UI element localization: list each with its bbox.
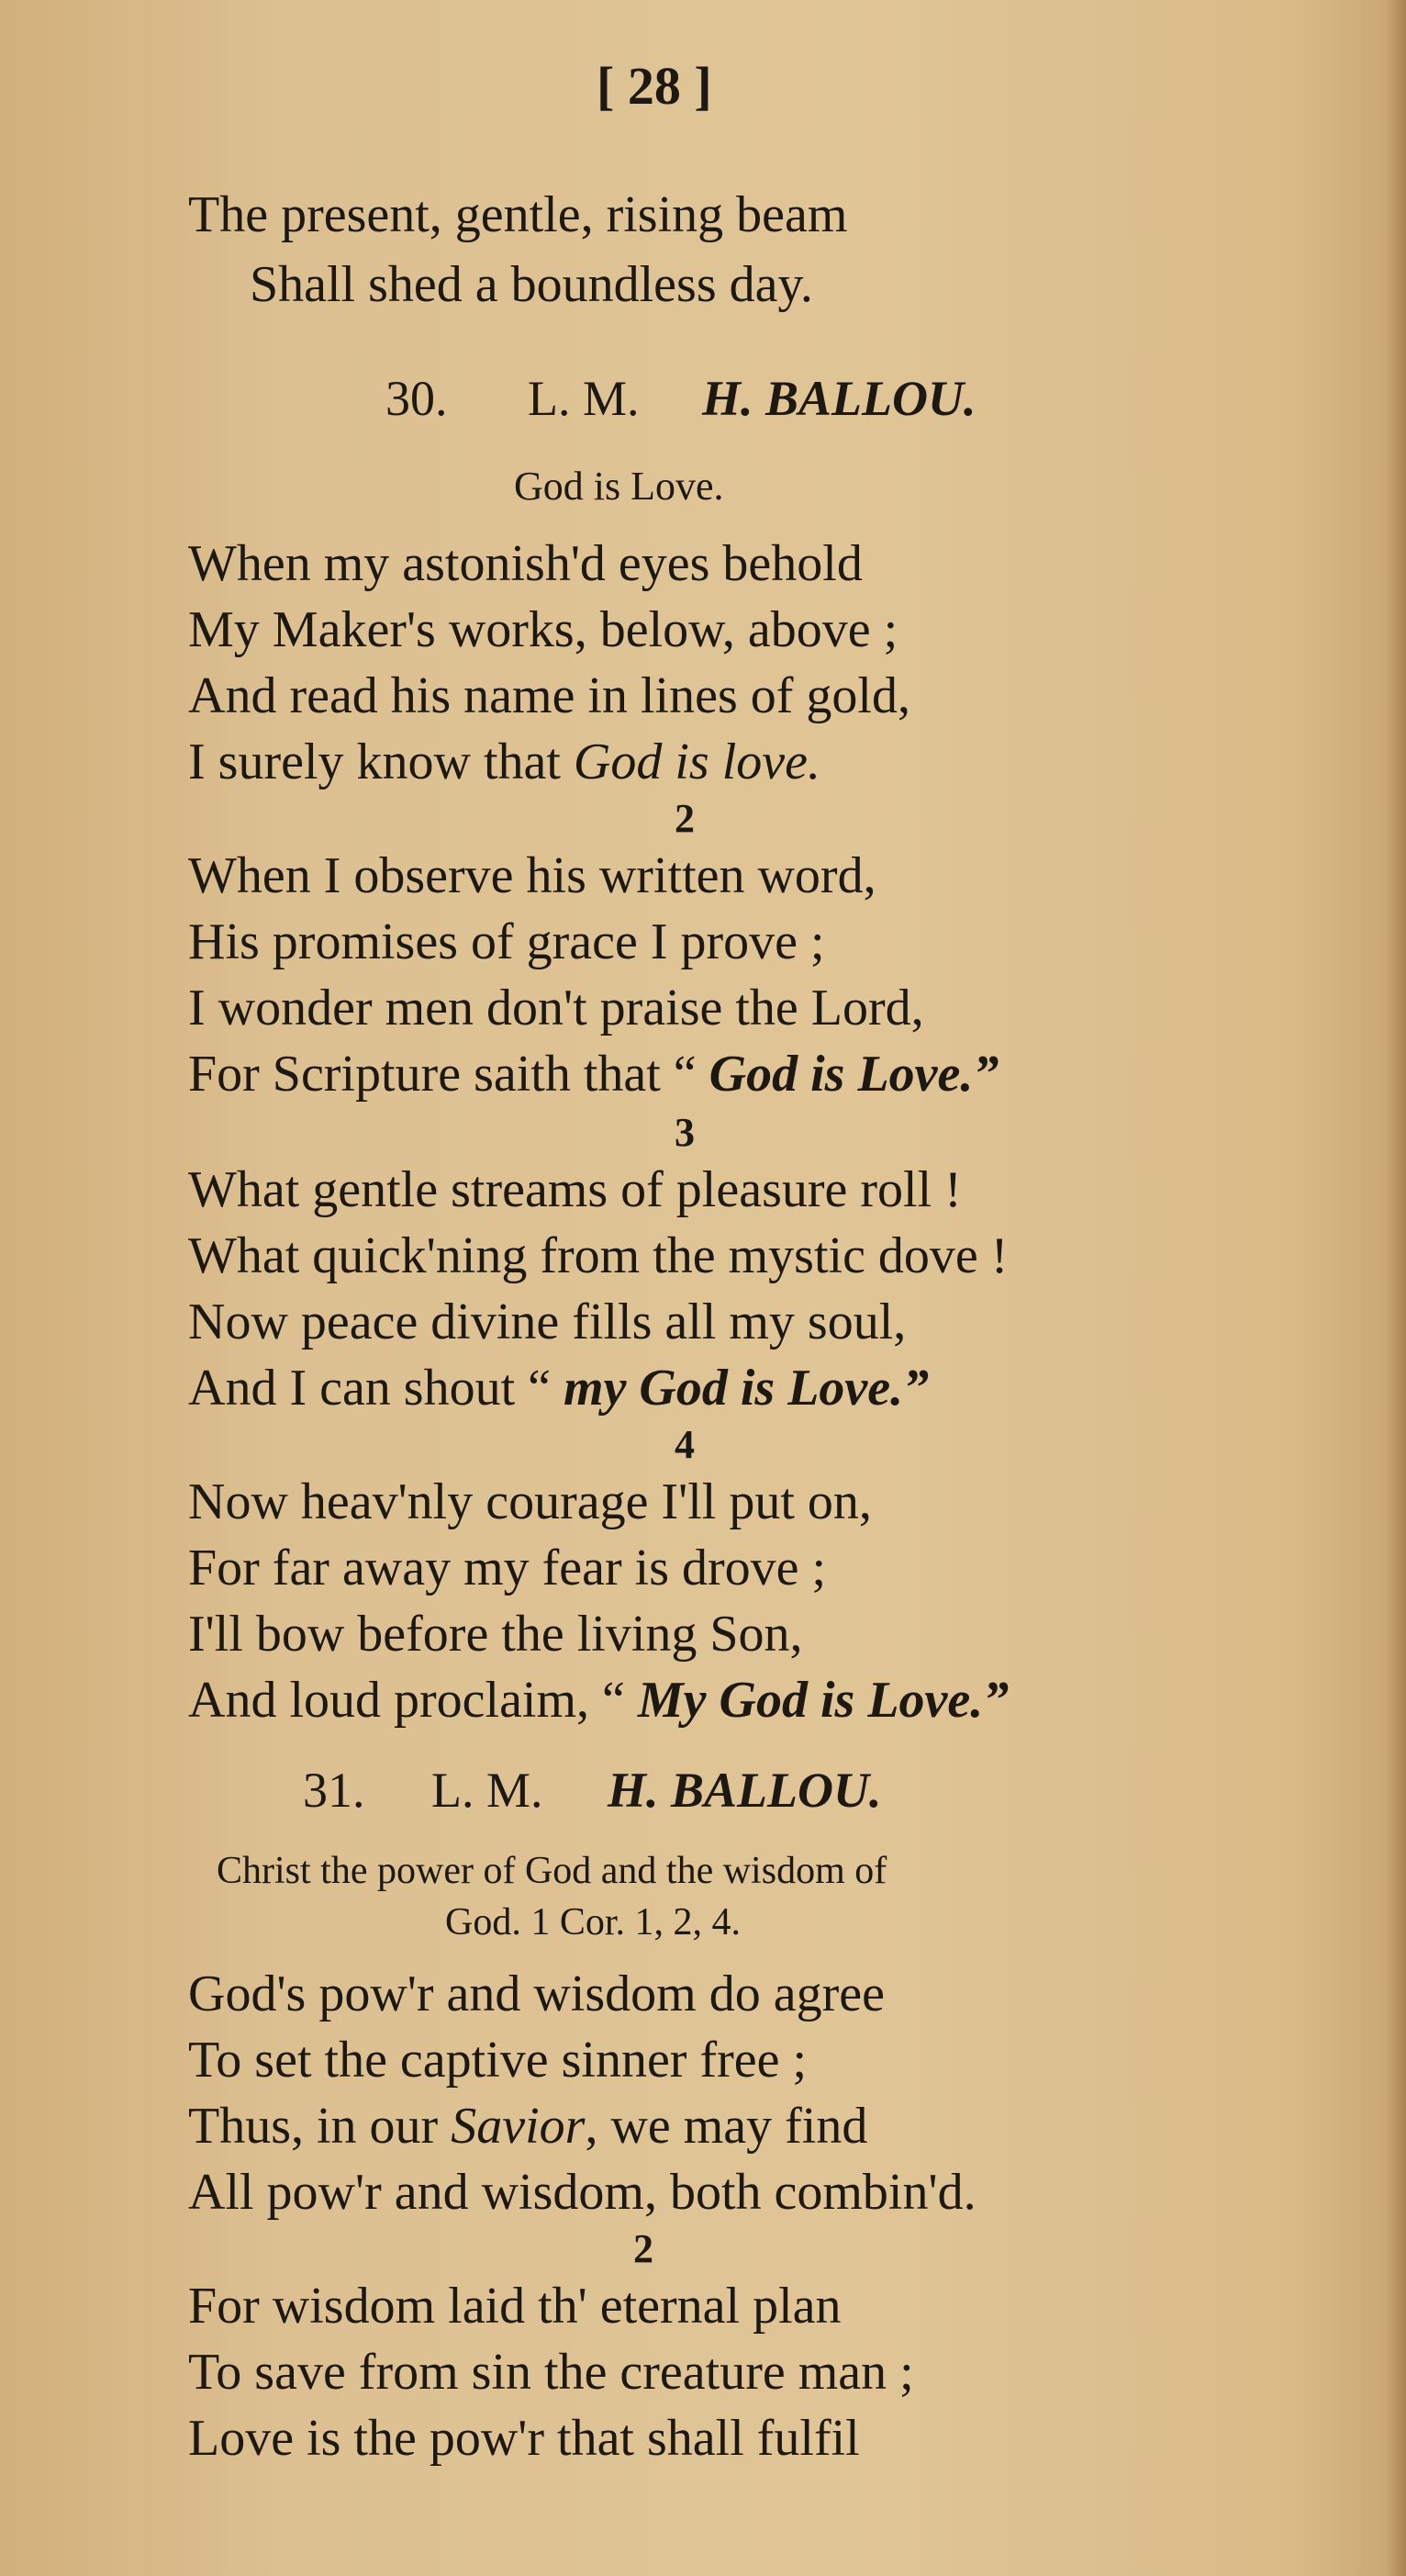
hymn-31-v1-l3-rest: , we may find: [585, 2098, 868, 2155]
hymn-30-v1-l3: And read his name in lines of gold,: [188, 667, 910, 724]
hymn-30-title: God is Love.: [514, 464, 724, 509]
hymn-30-number: 30.: [385, 371, 448, 426]
hymn-29-line-2: Shall shed a boundless day.: [250, 256, 813, 313]
hymn-31-v2-number: 2: [633, 2226, 653, 2271]
hymn-31-v1-l1: God's pow'r and wisdom do agree: [188, 1966, 885, 2022]
hymn-30-v2-l1: When I observe his written word,: [188, 847, 876, 904]
hymn-31-subtitle-line-1: Christ the power of God and the wisdom of: [217, 1850, 887, 1892]
page-number: [ 28 ]: [597, 56, 712, 116]
hymn-30-v1-l4: [188, 733, 820, 791]
hymn-30-v2-l4: [188, 1045, 999, 1103]
hymn-31-number: 31.: [303, 1763, 365, 1818]
hymn-30-v2-l2: His promises of grace I prove ;: [188, 913, 825, 970]
hymn-30-v3-number: 3: [675, 1110, 695, 1155]
hymn-30-v1-l2: My Maker's works, below, above ;: [188, 601, 898, 658]
hymn-30-v3-l4-italic: my God is Love.”: [564, 1360, 930, 1417]
hymn-31-meter: L. M.: [431, 1763, 543, 1818]
hymn-30-v1-l4-italic: God is love.: [573, 734, 820, 790]
hymn-30-v4-l3: I'll bow before the living Son,: [188, 1606, 803, 1663]
hymn-30-v4-l2: For far away my fear is drove ;: [188, 1540, 827, 1596]
hymn-30-meter: L. M.: [528, 371, 640, 426]
hymn-30-v3-l3: Now peace divine fills all my soul,: [188, 1294, 907, 1350]
hymn-29-line-1: The present, gentle, rising beam: [188, 186, 848, 243]
hymn-31-subtitle-line-2: God. 1 Cor. 1, 2, 4.: [445, 1901, 742, 1943]
hymn-30-v3-l1: What gentle streams of pleasure roll !: [188, 1161, 962, 1218]
hymn-30-v2-l4-text: For Scripture saith that “: [188, 1046, 709, 1103]
hymn-30-v3-l4: [188, 1359, 929, 1417]
hymn-30-v4-l4-italic: My God is Love.”: [637, 1672, 1010, 1729]
page-edge-shadow: [1386, 0, 1406, 2576]
hymn-31-v2-l2: To save from sin the creature man ;: [188, 2344, 914, 2401]
hymn-31-author: H. BALLOU.: [608, 1763, 882, 1818]
hymn-31-v1-l3-text: Thus, in our: [188, 2098, 452, 2155]
hymn-30-v4-number: 4: [675, 1422, 695, 1467]
hymn-30-v4-l1: Now heav'nly courage I'll put on,: [188, 1473, 872, 1530]
hymn-30-v3-l4-text: And I can shout “: [188, 1360, 564, 1417]
hymn-30-v1-l1: When my astonish'd eyes behold: [188, 535, 863, 592]
hymn-31-v2-l3: Love is the pow'r that shall fulfil: [188, 2410, 860, 2467]
hymn-31-v1-l3: [188, 2097, 867, 2156]
hymn-30-v2-l3: I wonder men don't praise the Lord,: [188, 980, 924, 1036]
hymn-31-v1-l3-italic: Savior: [451, 2098, 586, 2155]
hymn-30-v3-l2: What quick'ning from the mystic dove !: [188, 1227, 1009, 1284]
hymn-31-v1-l4: All pow'r and wisdom, both combin'd.: [188, 2164, 976, 2221]
hymn-30-v4-l4: [188, 1671, 1009, 1730]
hymn-30-v4-l4-text: And loud proclaim, “: [188, 1672, 638, 1729]
hymn-30-v1-l4-text: I surely know that: [188, 734, 574, 790]
hymn-31-v2-l1: For wisdom laid th' eternal plan: [188, 2278, 842, 2335]
hymn-31-v1-l2: To set the captive sinner free ;: [188, 2032, 808, 2089]
hymn-30-author: H. BALLOU.: [702, 371, 976, 426]
hymn-30-v2-l4-italic: God is Love.”: [709, 1046, 999, 1103]
hymn-30-v2-number: 2: [675, 796, 695, 841]
